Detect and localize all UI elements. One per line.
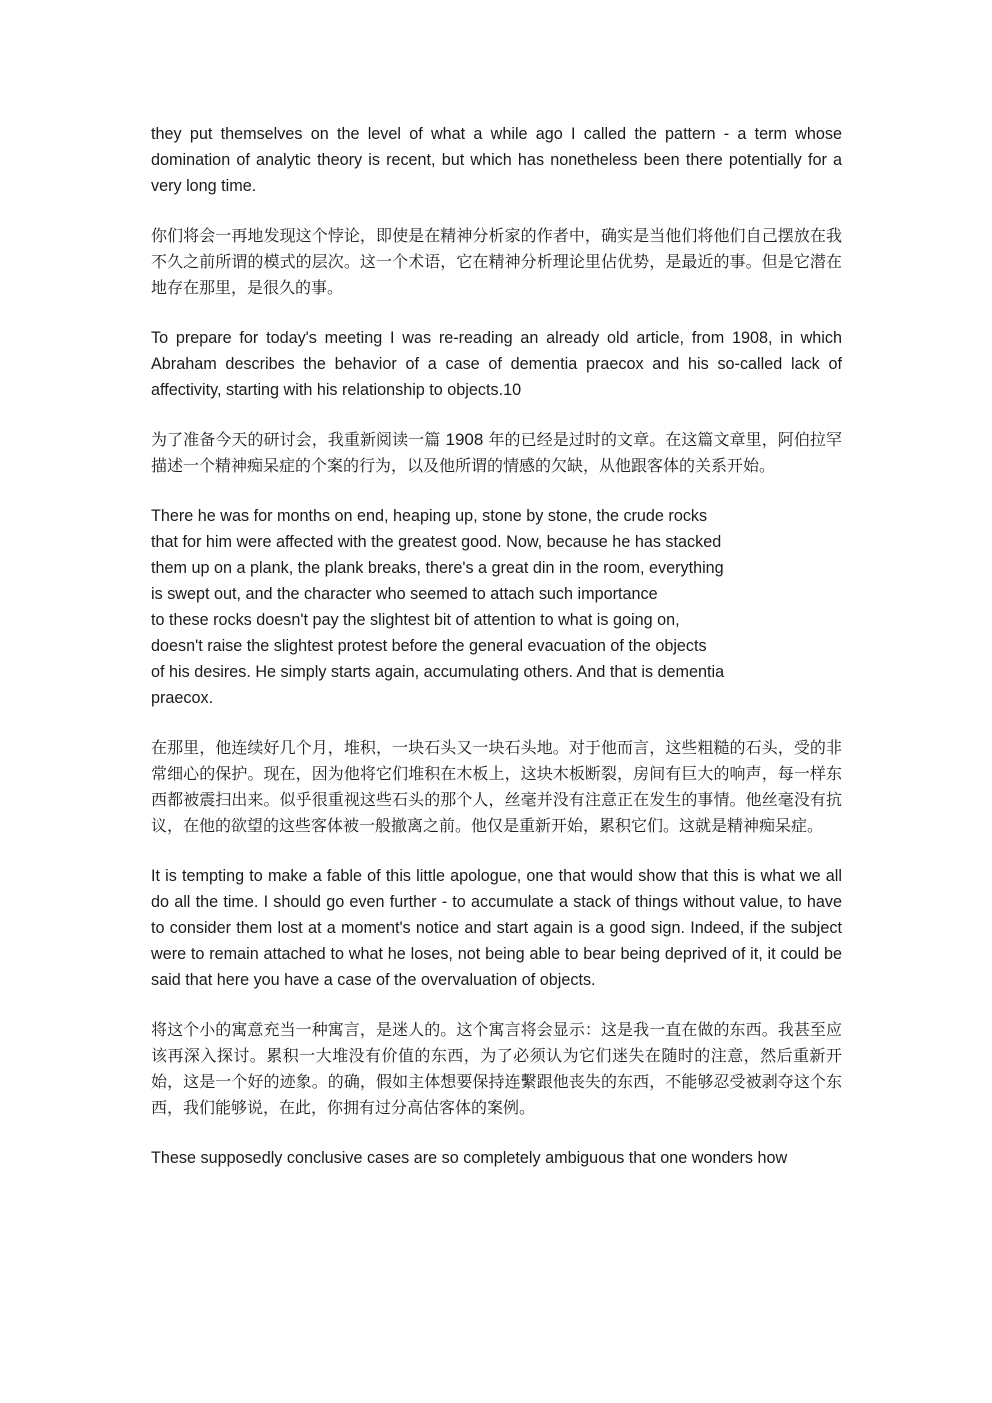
paragraph-chinese-2-text-b: 年的已经是过时的文章。在这篇文章里，阿伯拉罕描述一个精神痴呆症的个案的行为，以及他所谓的情感的欠缺，从他跟客体的关系开始。 bbox=[151, 430, 843, 475]
quote-line: is swept out, and the character who seemed to attach such importance bbox=[151, 585, 658, 603]
quote-line: to these rocks doesn't pay the slightest bit of attention to what is going on, bbox=[151, 611, 680, 629]
quote-line: them up on a plank, the plank breaks, there's a great din in the room, everything bbox=[151, 559, 724, 577]
quote-line: There he was for months on end, heaping up, stone by stone, the crude rocks bbox=[151, 507, 708, 525]
paragraph-chinese-2-text-a: 为了准备今天的研讨会，我重新阅读一篇 bbox=[151, 430, 446, 449]
paragraph-chinese-2 bbox=[151, 427, 842, 479]
quote-line: doesn't raise the slightest protest before the general evacuation of the objects bbox=[151, 637, 707, 655]
paragraph-chinese-3: 在那里，他连续好几个月，堆积，一块石头又一块石头地。对于他而言，这些粗糙的石头，受的非常细心的保护。现在，因为他将它们堆积在木板上，这块木板断裂，房间有巨大的响声，每一样东西都被震扫出来。似乎很重视这些石头的那个人，丝毫并没有注意正在发生的事情。他丝毫没有抗议，在他的欲望的这些客体被一般撤离之前。他仅是重新开始，累积它们。这就是精神痴呆症。 bbox=[151, 738, 842, 835]
paragraph-english-4: These supposedly conclusive cases are so completely ambiguous that one wonders how bbox=[151, 1149, 788, 1167]
paragraph-english-3: It is tempting to make a fable of this little apologue, one that would show that this is what we all do all the time. I should go even further - to accumulate a stack of things without value, to have to consider them lost at a moment's notice and start again is a good sign. Indeed, if the subject were to remain attached to what he loses, not being able to bear being deprived of it, it could be said that here you have a case of the overvaluation of objects. bbox=[151, 867, 842, 989]
quote-line: that for him were affected with the greatest good. Now, because he has stacked bbox=[151, 533, 722, 551]
paragraph-chinese-4: 将这个小的寓意充当一种寓言，是迷人的。这个寓言将会显示：这是我一直在做的东西。我甚至应该再深入探讨。累积一大堆没有价值的东西，为了必须认为它们迷失在随时的注意，然后重新开始，这是一个好的迹象。的确，假如主体想要保持连繫跟他丧失的东西，不能够忍受被剥夺这个东西，我们能够说，在此，你拥有过分高估客体的案例。 bbox=[151, 1020, 842, 1117]
quote-line: praecox. bbox=[151, 689, 214, 707]
year-number: 1908 bbox=[445, 430, 484, 449]
paragraph-english-2: To prepare for today's meeting I was re-reading an already old article, from 1908, in which Abraham describes the behavior of a case of dementia praecox and his so-called lack of affectivity, starting with his relationship to objects.10 bbox=[151, 329, 842, 399]
block-quote-english bbox=[151, 503, 842, 711]
paragraph-english-1: they put themselves on the level of what a while ago I called the pattern - a term whose domination of analytic theory is recent, but which has nonetheless been there potentially for a very long time. bbox=[151, 125, 842, 195]
quote-line: of his desires. He simply starts again, accumulating others. And that is dementia bbox=[151, 663, 725, 681]
paragraph-chinese-1: 你们将会一再地发现这个悖论，即使是在精神分析家的作者中，确实是当他们将他们自己摆放在我不久之前所谓的模式的层次。这一个术语，它在精神分析理论里佔优势，是最近的事。但是它潜在地存在那里，是很久的事。 bbox=[151, 226, 842, 297]
document-page bbox=[151, 121, 842, 1171]
